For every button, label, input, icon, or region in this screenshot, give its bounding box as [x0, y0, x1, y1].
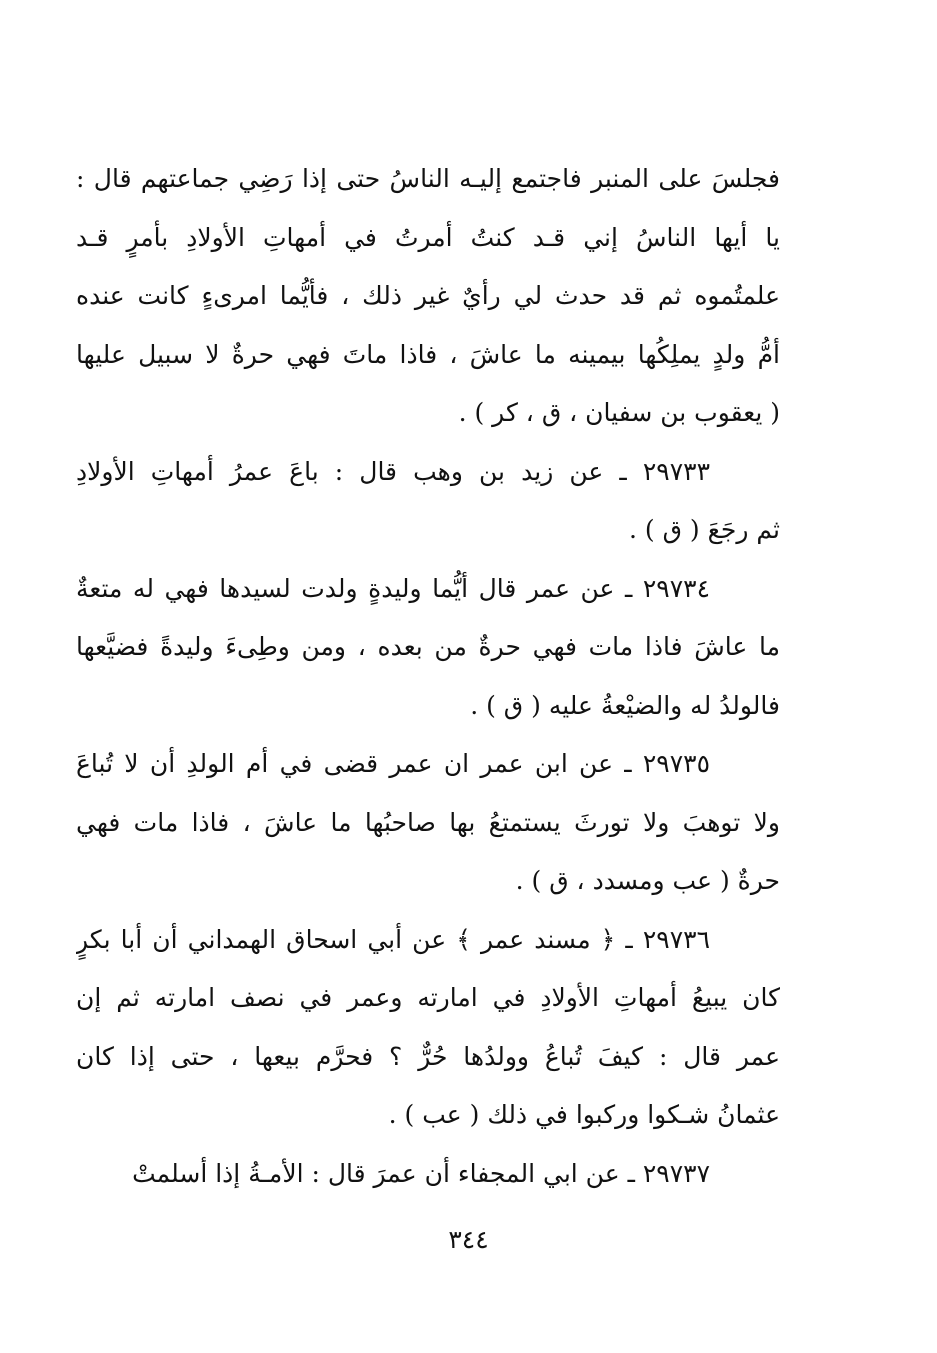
hadith-29736-start: ٢٩٧٣٦ ـ ﴿ مسند عمر ﴾ عن أبي اسحاق الهمداني أن أبا بكرٍ: [76, 924, 710, 954]
arabic-text-body: [76, 150, 780, 1203]
text-line: ثم رجَعَ ( ق ) .: [628, 515, 780, 544]
text-line: حرةٌ ( عب ومسدد ، ق ) .: [515, 866, 780, 895]
text-line: يا أيها الناسُ إني قـد كنتُ أمرتُ في أمهاتِ الأولادِ بأمرٍ قـد: [76, 222, 780, 252]
page-number: ٣٤٤: [448, 1225, 489, 1254]
text-line: ( يعقوب بن سفيان ، ق ، كر ) .: [458, 398, 780, 427]
hadith-29734-start: ٢٩٧٣٤ ـ عن عمر قال أيُّما وليدةٍ ولدت لسيدها فهي له متعةٌ: [76, 573, 710, 603]
text-line: ولا توهبَ ولا تورثَ يستمتعُ بها صاحبُها ما عاشَ ، فاذا مات فهي: [76, 807, 780, 837]
hadith-29735-start: ٢٩٧٣٥ ـ عن ابن عمر ان عمر قضى في أم الولدِ أن لا تُباعَ: [76, 749, 710, 778]
text-line: عثمانُ شـكوا وركبوا في ذلك ( عب ) .: [388, 1100, 780, 1129]
text-line: أمُّ ولدٍ يملِكُها بيمينه ما عاشَ ، فاذا ماتَ فهي حرةٌ لا سبيل عليها: [76, 339, 780, 369]
text-line: فالولدُ له والضيْعةُ عليه ( ق ) .: [470, 690, 780, 720]
text-line: كان يبيعُ أمهاتِ الأولادِ في امارته وعمر في نصف امارته ثم إن: [76, 983, 780, 1012]
text-line: علمتُموه ثم قد حدث لي رأيٌ غير ذلك ، فأيُّما امرىءٍ كانت عنده: [76, 281, 780, 310]
text-line: عمر قال : كيفَ تُباعُ وولدُها حُرٌّ ؟ فحرَّم بيعها ، حتى إذا كان: [76, 1041, 780, 1071]
text-line: ما عاشَ فاذا مات فهي حرةٌ من بعده ، ومن وطِىءَ وليدةً فضيَّعها: [76, 632, 780, 661]
hadith-29733-start: ٢٩٧٣٣ ـ عن زيد بن وهب قال : باعَ عمرُ أمهاتِ الأولادِ: [76, 456, 710, 486]
hadith-29737-start: ٢٩٧٣٧ ـ عن ابي المجفاء أن عمرَ قال : الأمـةُ إذا أسلمتْ: [132, 1158, 710, 1188]
text-line: فجلسَ على المنبر فاجتمع إليـه الناسُ حتى إذا رَضِي جماعتهم قال :: [76, 164, 780, 193]
